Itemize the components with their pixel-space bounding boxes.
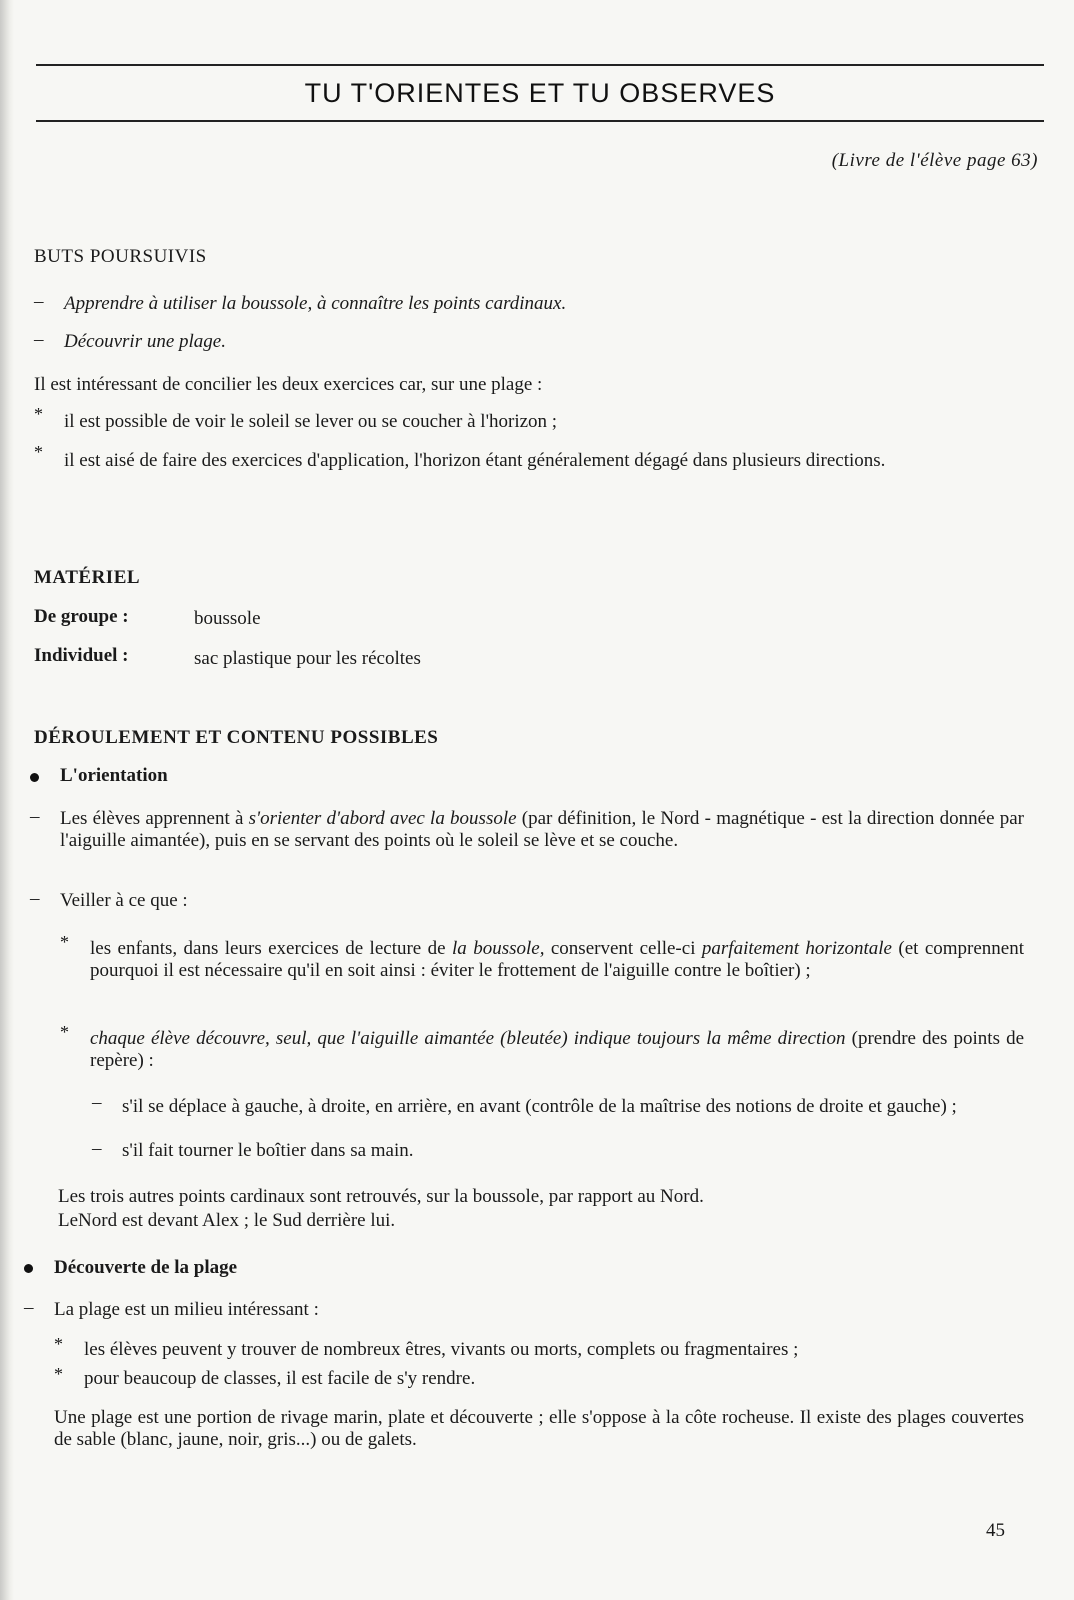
dash-marker: – <box>34 291 44 312</box>
cardinal-paragraph: LeNord est devant Alex ; le Sud derrière lui. <box>58 1210 396 1231</box>
star-marker: * <box>54 1334 63 1354</box>
deroulement-heading: DÉROULEMENT ET CONTENU POSSIBLES <box>34 727 439 748</box>
sub-item: s'il se déplace à gauche, à droite, en arrière, en avant (contrôle de la maîtrise des notions de droite et gauche) ; <box>122 1096 957 1117</box>
title-bottom-rule <box>36 120 1044 122</box>
page-number: 45 <box>986 1520 1005 1541</box>
page-title: TU T'ORIENTES ET TU OBSERVES <box>304 78 776 108</box>
star-marker: * <box>60 1022 69 1042</box>
materiel-individuel-label: Individuel : <box>34 645 129 666</box>
section-title-plage: Découverte de la plage <box>54 1257 238 1278</box>
goal-item: Apprendre à utiliser la boussole, à connaître les points cardinaux. <box>64 293 567 314</box>
dash-marker: – <box>92 1092 102 1113</box>
plage-item: les élèves peuvent y trouver de nombreux êtres, vivants ou morts, complets ou fragmentaires ; <box>84 1339 799 1360</box>
dash-marker: – <box>92 1138 102 1159</box>
dash-marker: – <box>34 329 44 350</box>
materiel-groupe-label: De groupe : <box>34 606 129 627</box>
dash-marker: – <box>30 888 40 909</box>
buts-heading: BUTS POURSUIVIS <box>34 246 207 267</box>
plage-intro: La plage est un milieu intéressant : <box>54 1299 319 1320</box>
bullet-icon <box>24 1264 33 1273</box>
veiller-item: les enfants, dans leurs exercices de lecture de la boussole, conservent celle-ci parfaitement horizontale (et comprennent pourquoi il est nécessaire qu'il en soit ainsi : éviter le frottement de l'aiguille contre le boîtier) ; <box>90 938 1025 981</box>
buts-item: il est aisé de faire des exercices d'application, l'horizon étant généralement dégagé dans plusieurs directions. <box>64 450 886 471</box>
materiel-individuel-value: sac plastique pour les récoltes <box>194 648 421 669</box>
veiller-line: Veiller à ce que : <box>60 890 188 911</box>
book-reference: (Livre de l'élève page 63) <box>831 150 1038 171</box>
star-marker: * <box>60 932 69 952</box>
materiel-heading: MATÉRIEL <box>34 567 141 588</box>
title-top-rule <box>36 64 1044 66</box>
materiel-groupe-value: boussole <box>194 608 261 629</box>
cardinal-paragraph: Les trois autres points cardinaux sont retrouvés, sur la boussole, par rapport au Nord. <box>58 1186 704 1207</box>
buts-item: il est possible de voir le soleil se lever ou se coucher à l'horizon ; <box>64 411 558 432</box>
section-title-orientation: L'orientation <box>60 765 168 786</box>
goal-item: Découvrir une plage. <box>64 331 226 352</box>
veiller-item: chaque élève découvre, seul, que l'aiguille aimantée (bleutée) indique toujours la même direction (prendre des points de repère) : <box>90 1028 1025 1071</box>
sub-item: s'il fait tourner le boîtier dans sa main. <box>122 1140 414 1161</box>
dash-marker: – <box>24 1297 34 1318</box>
star-marker: * <box>54 1364 63 1384</box>
orientation-paragraph: Les élèves apprennent à s'orienter d'abord avec la boussole (par définition, le Nord - magnétique - est la direction donnée par l'aiguille aimantée), puis en se servant des points où le soleil se lève et se couche. <box>60 808 1024 851</box>
buts-intro: Il est intéressant de concilier les deux exercices car, sur une plage : <box>34 374 543 395</box>
star-marker: * <box>34 442 43 462</box>
bullet-icon <box>30 773 39 782</box>
star-marker: * <box>34 404 43 424</box>
plage-item: pour beaucoup de classes, il est facile de s'y rendre. <box>84 1368 476 1389</box>
dash-marker: – <box>30 806 40 827</box>
plage-definition: Une plage est une portion de rivage marin, plate et découverte ; elle s'oppose à la côte rocheuse. Il existe des plages couvertes de sable (blanc, jaune, noir, gris...) ou de galets. <box>54 1407 1024 1450</box>
